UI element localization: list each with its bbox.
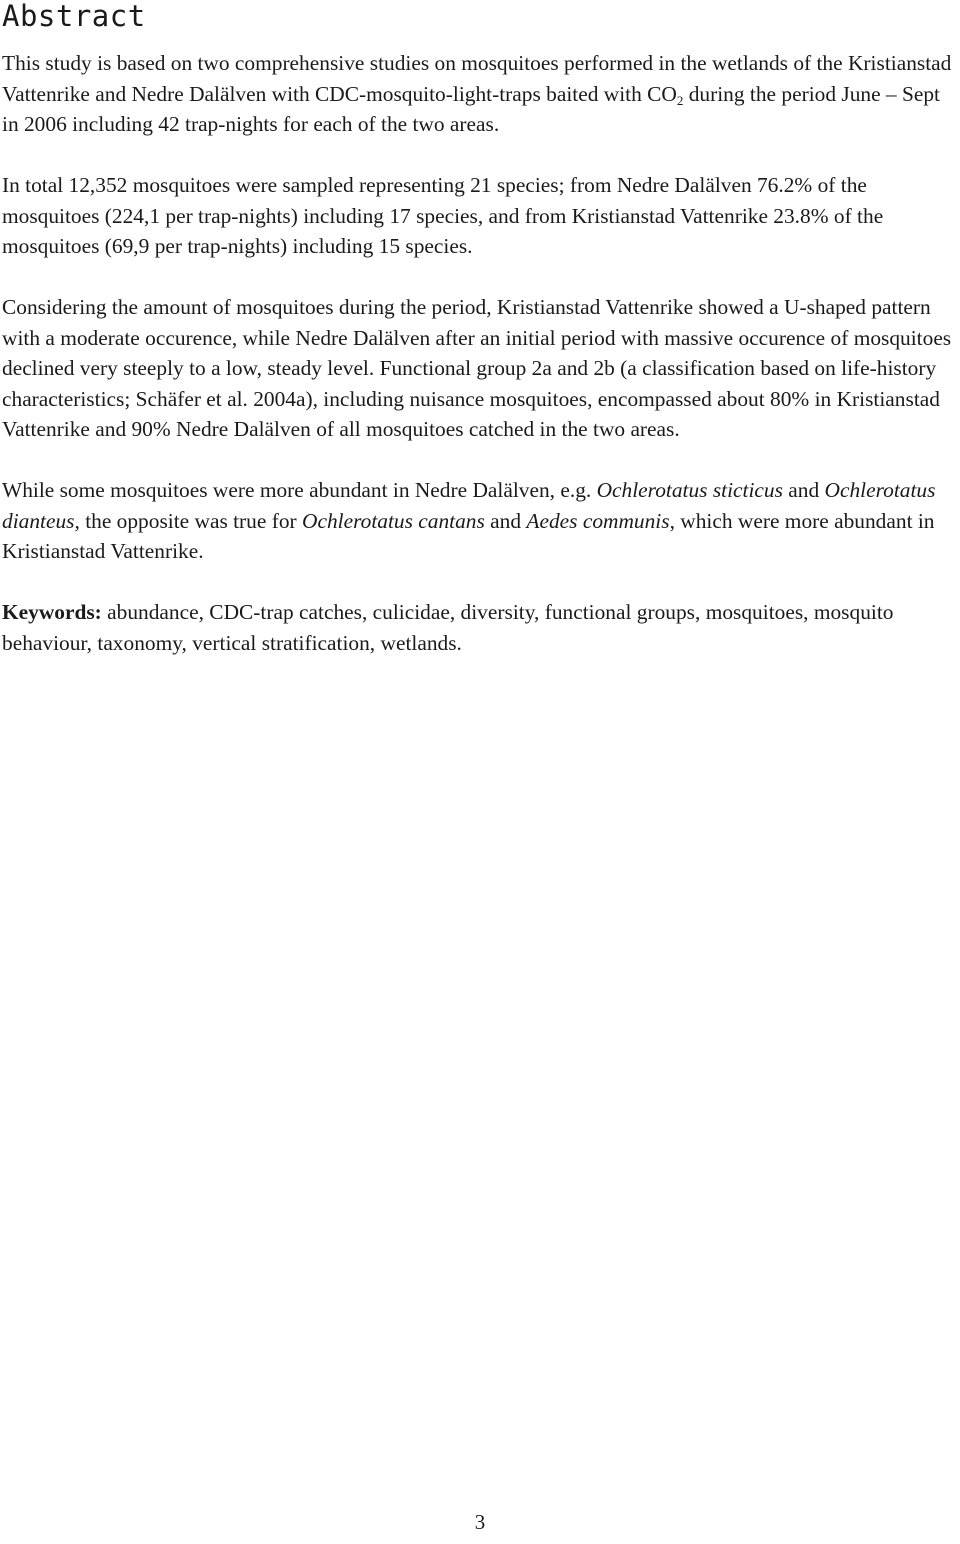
paragraph-keywords [2, 597, 958, 658]
paragraph-seasonal-pattern: Considering the amount of mosquitoes during the period, Kristianstad Vattenrike showed a U-shaped pattern with a moderate occurence, while Nedre Dalälven after an initial period with massive occurence of mosquitoes declined very steeply to a low, steady level. Functional group 2a and 2b (a classification based on life-history characteristics; Schäfer et al. 2004a), including nuisance mosquitoes, encompassed about 80% in Kristianstad Vattenrike and 90% Nedre Dalälven of all mosquitoes catched in the two areas. [2, 295, 952, 441]
paragraph-study-basis-text-a: This study is based on two comprehensive studies on mosquitoes performed in the wetlands of the Kristianstad Vattenrike and Nedre Dalälven with CDC-mosquito-light-traps baited with CO [2, 51, 952, 106]
species-name-sticticus: Ochlerotatus sticticus [596, 478, 783, 502]
species-text-5: , which were more abundant in Kristianstad Vattenrike. [2, 508, 935, 563]
species-name-dianteus: Ochlerotatus dianteus, [2, 478, 936, 533]
species-text-3: the opposite was true for [79, 508, 303, 533]
paragraph-sample-totals: In total 12,352 mosquitoes were sampled representing 21 species; from Nedre Dalälven 76.2% of the mosquitoes (224,1 per trap-nights) including 17 species, and from Kristianstad Vattenrike 23.8% of the mosquitoes (69,9 per trap-nights) including 15 species. [2, 173, 884, 258]
species-text-2: and [782, 478, 825, 502]
keywords-label: Keywords: [2, 600, 102, 624]
species-name-communis: Aedes communis [526, 508, 670, 533]
paragraph-study-basis [2, 48, 958, 140]
abstract-body [2, 48, 958, 689]
species-name-cantans: Ochlerotatus cantans [302, 508, 485, 533]
section-heading: Abstract [2, 0, 146, 33]
co2-subscript: 2 [676, 92, 684, 108]
species-text-1: While some mosquitoes were more abundant in Nedre Dalälven, e.g. [2, 478, 597, 502]
paragraph-species-abundance [2, 475, 958, 567]
page-number: 3 [474, 1510, 486, 1534]
paragraph-study-basis-text-b: during the period June – Sept in 2006 including 42 trap-nights for each of the two areas. [2, 81, 941, 136]
keywords-list: abundance, CDC-trap catches, culicidae, diversity, functional groups, mosquitoes, mosquito behaviour, taxonomy, vertical stratification, wetlands. [2, 600, 894, 655]
species-text-4: and [484, 508, 527, 533]
